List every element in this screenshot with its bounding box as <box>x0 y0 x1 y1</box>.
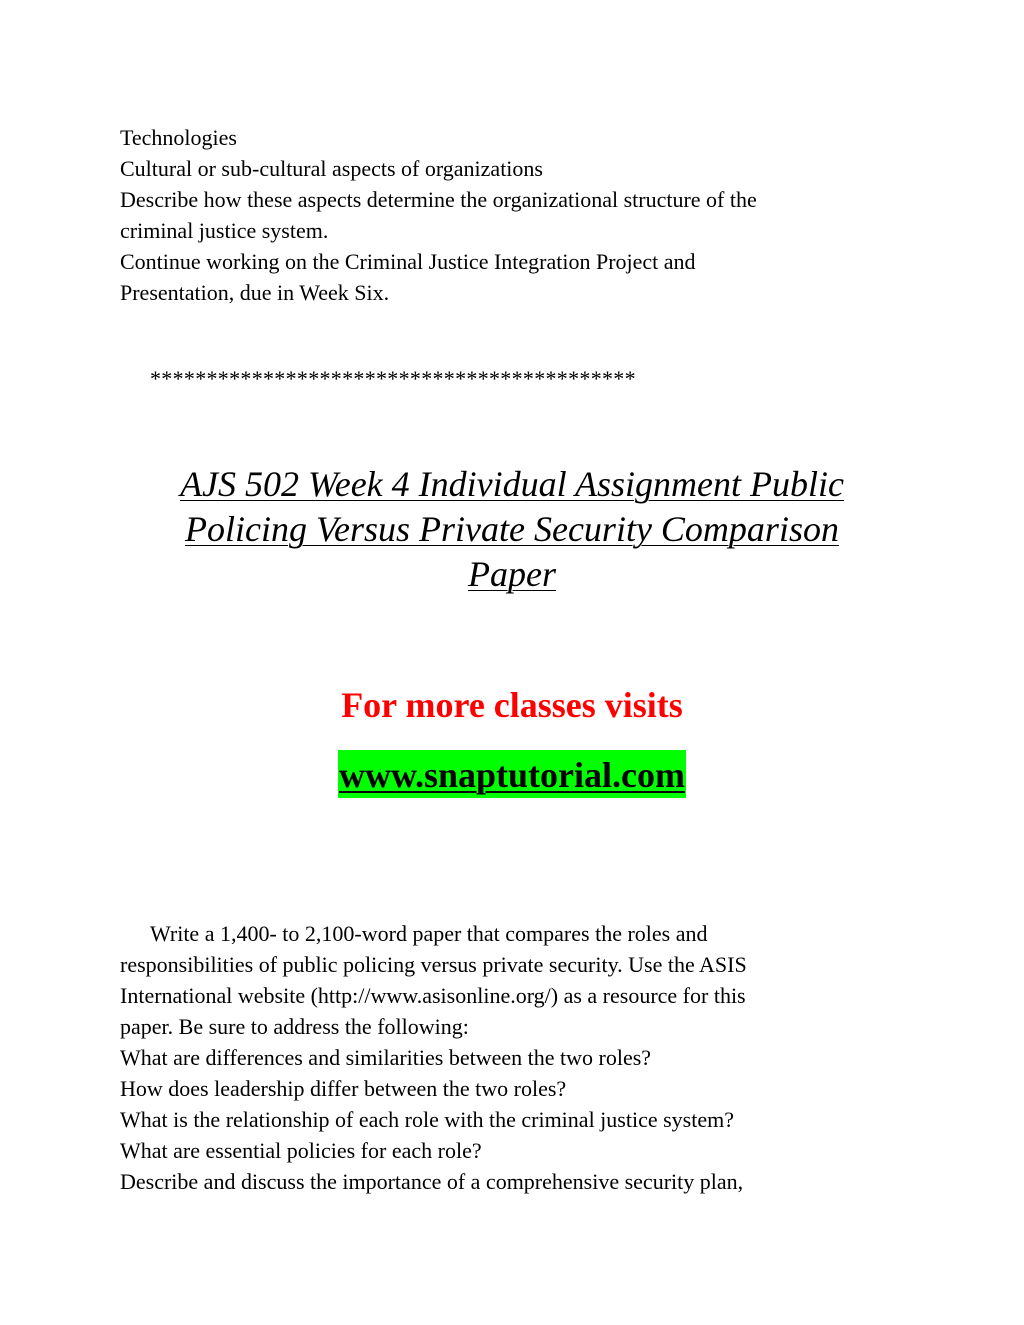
intro-line: Cultural or sub-cultural aspects of organizations <box>120 156 543 181</box>
body-line: What are essential policies for each role? <box>120 1138 482 1163</box>
body-line: What are differences and similarities between the two roles? <box>120 1045 652 1070</box>
document-title <box>112 462 912 597</box>
title-line: Paper <box>468 554 556 594</box>
body-line: paper. Be sure to address the following: <box>120 1014 469 1039</box>
body-line: International website (http://www.asisonline.org/) as a resource for this <box>120 983 746 1008</box>
intro-text-block <box>120 122 910 308</box>
body-line: How does leadership differ between the two roles? <box>120 1076 567 1101</box>
intro-line: Continue working on the Criminal Justice Integration Project and <box>120 249 696 274</box>
intro-line: Describe how these aspects determine the organizational structure of the <box>120 187 757 212</box>
body-line: Write a 1,400- to 2,100-word paper that compares the roles and <box>150 921 708 946</box>
site-link-container <box>112 750 912 798</box>
asterisk-separator: ******************************************* <box>150 366 636 391</box>
assignment-text-block <box>120 918 910 1197</box>
site-link[interactable]: www.snaptutorial.com <box>338 750 686 798</box>
body-line: What is the relationship of each role with the criminal justice system? <box>120 1107 734 1132</box>
promo-heading: For more classes visits <box>341 685 683 725</box>
intro-line: Presentation, due in Week Six. <box>120 280 390 305</box>
intro-line: criminal justice system. <box>120 218 329 243</box>
body-line: Describe and discuss the importance of a comprehensive security plan, <box>120 1169 744 1194</box>
title-line: AJS 502 Week 4 Individual Assignment Public <box>180 464 844 504</box>
title-line: Policing Versus Private Security Comparison <box>185 509 839 549</box>
intro-line: Technologies <box>120 125 237 150</box>
body-line: responsibilities of public policing versus private security. Use the ASIS <box>120 952 747 977</box>
